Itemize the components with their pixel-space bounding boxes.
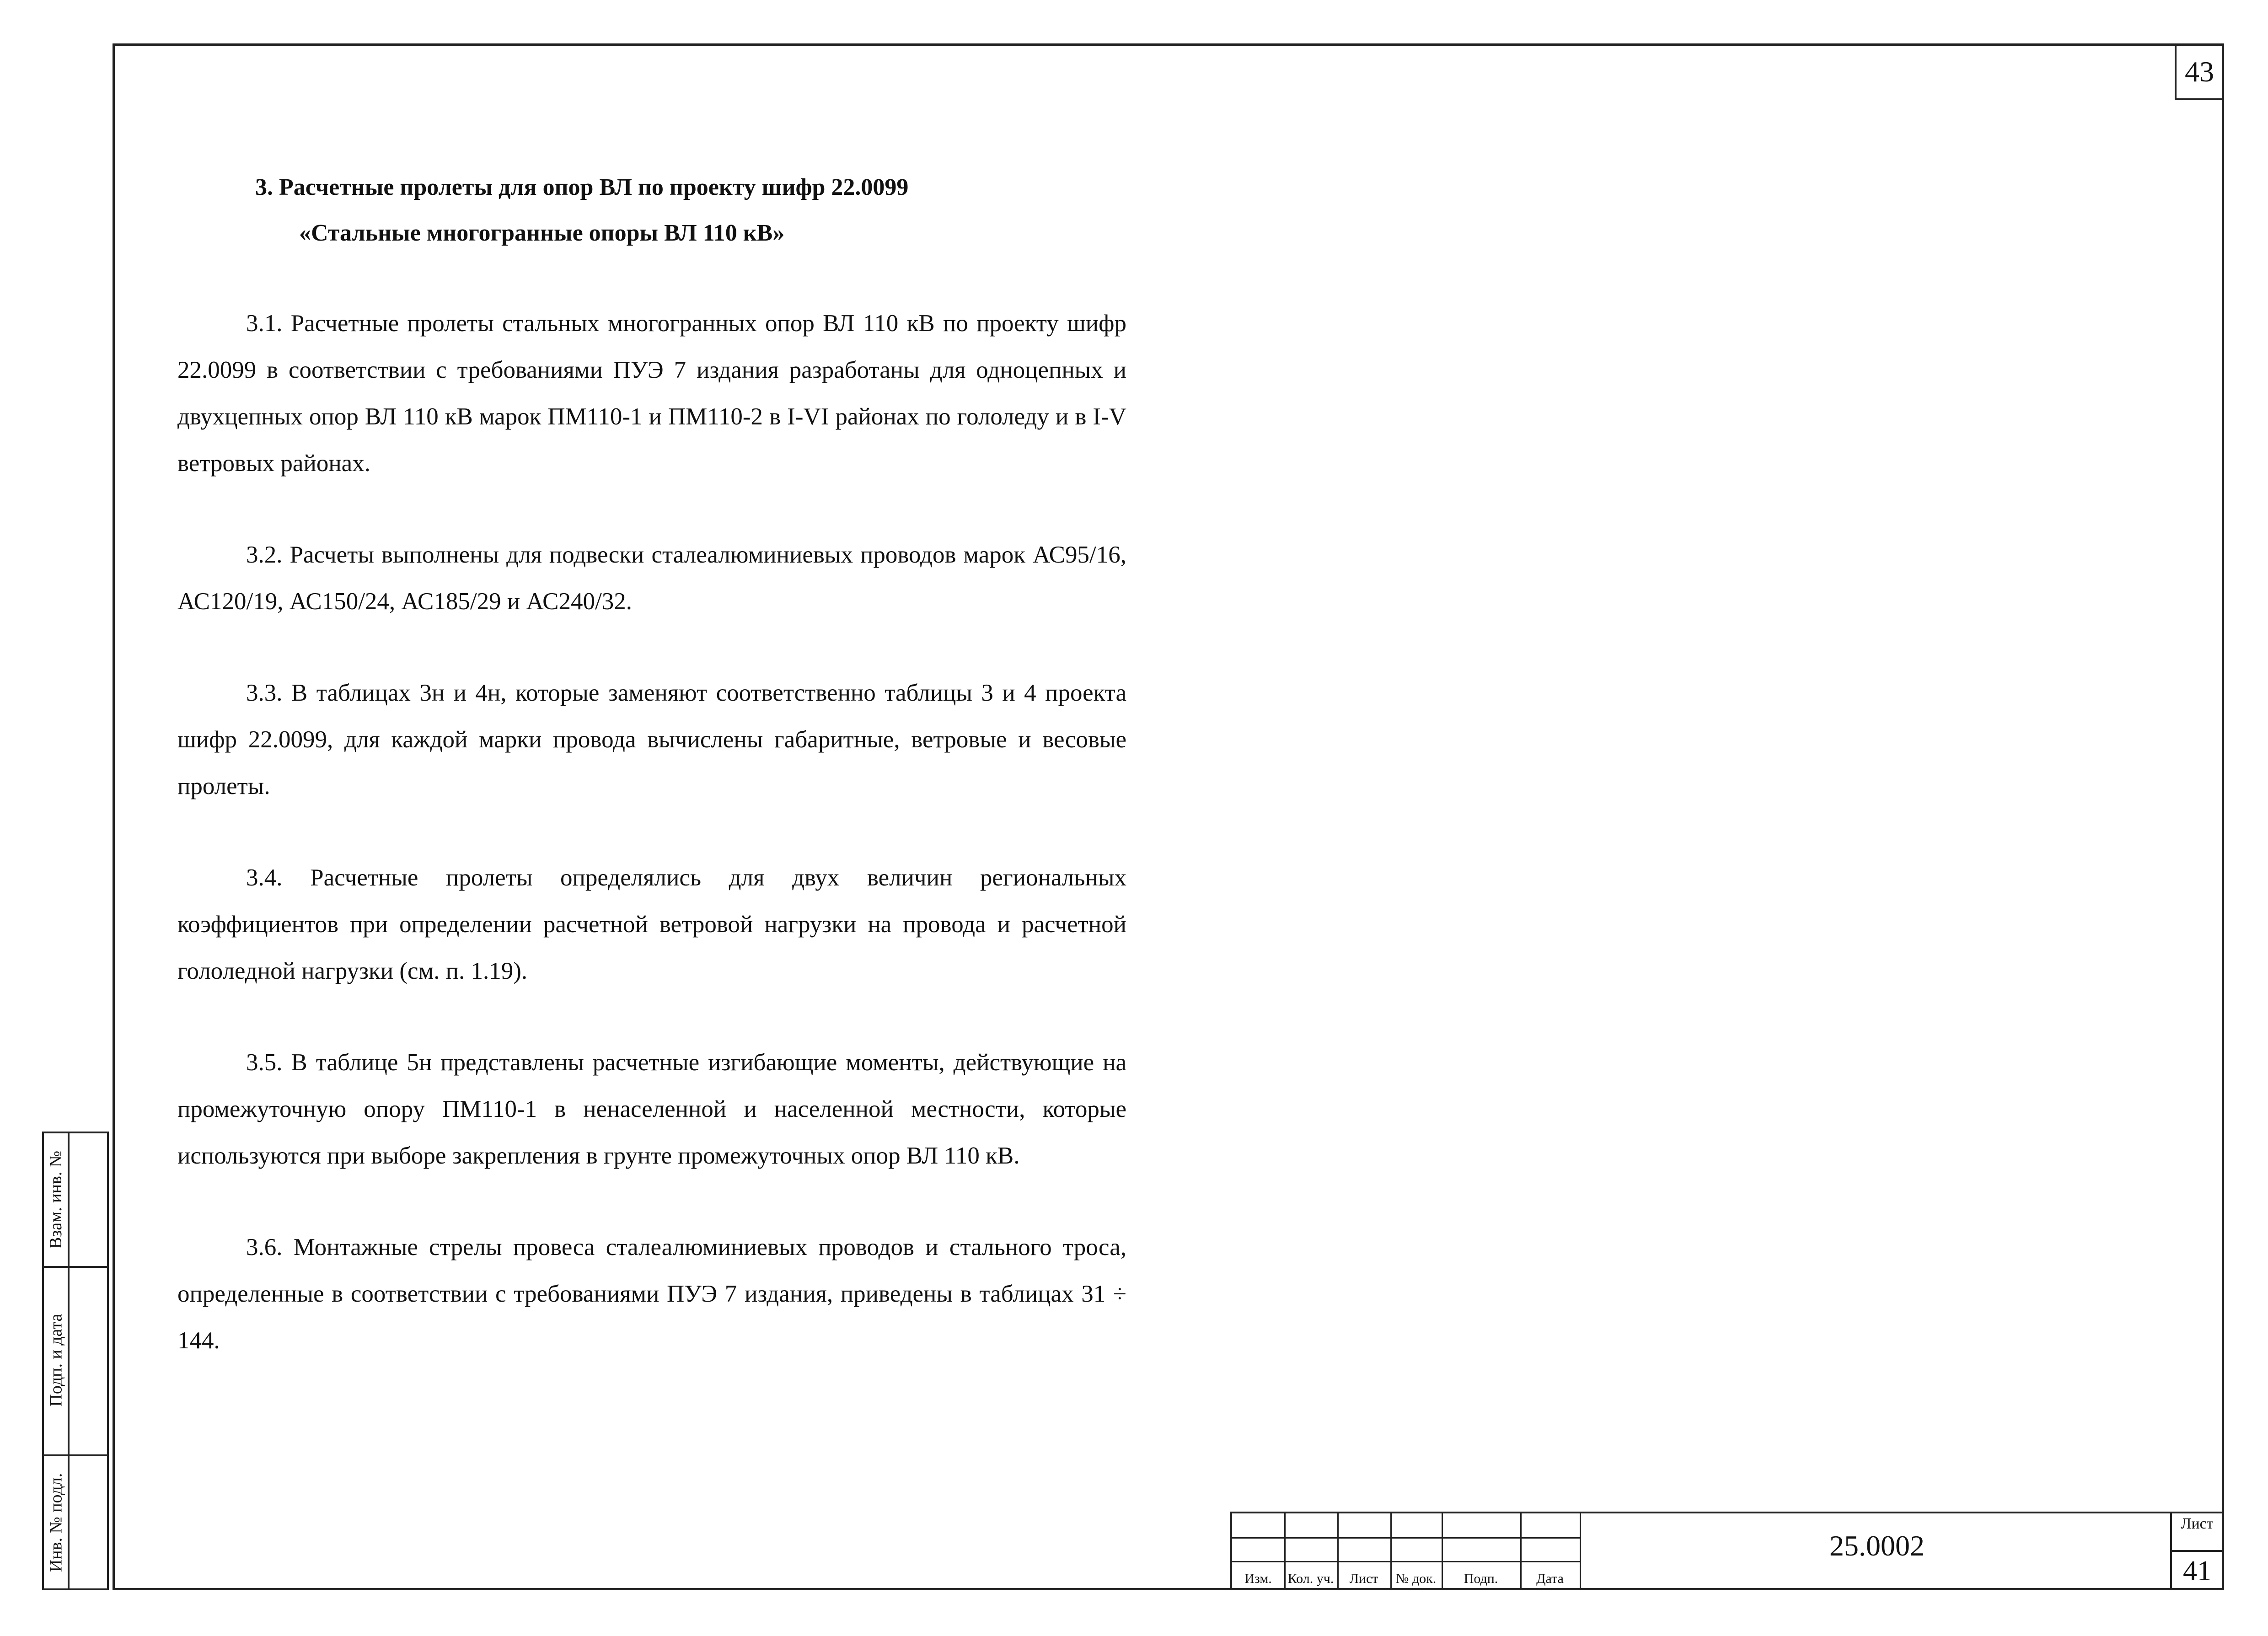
col-sheet: Лист [1349,1571,1378,1586]
paragraph-3-6: 3.6. Монтажные стрелы провеса сталеалюминиевых проводов и стального троса, определенные в соответствии с требованиями ПУЭ 7 издания, приведены в таблицах 31 ÷ 144. [177,1234,1126,1354]
side-label-signature-date: Подп. и дата [46,1314,66,1407]
paragraph-3-4: 3.4. Расчетные пролеты определялись для двух величин региональных коэффициентов при определении расчетной ветровой нагрузки на провода и расчетной гололедной нагрузки (см. п. 1.19). [177,864,1126,984]
document-code: 25.0002 [1829,1529,1925,1562]
side-label-original-inv: Инв. № подл. [46,1473,66,1572]
paragraph-3-5: 3.5. В таблице 5н представлены расчетные изгибающие моменты, действующие на промежуточную опору ПМ110-1 в ненаселенной и населенной местности, которые используются при выборе закрепления в грунте промежуточных опор ВЛ 110 кВ. [177,1049,1126,1169]
sheet-box [2170,1513,2222,1588]
col-date: Дата [1536,1571,1564,1586]
page-number: 43 [2175,43,2224,100]
sheet-number: 41 [2183,1555,2211,1587]
col-doc-no: № док. [1395,1571,1437,1586]
section-heading-line1: 3. Расчетные пролеты для опор ВЛ по проекту шифр 22.0099 [255,174,909,200]
title-block [1230,1512,2224,1590]
paragraph-3-1: 3.1. Расчетные пролеты стальных многогранных опор ВЛ 110 кВ по проекту шифр 22.0099 в соответствии с требованиями ПУЭ 7 издания разработаны для одноцепных и двухцепных опор ВЛ 110 кВ марок ПМ110-1 и ПМ110-2 в I-VI районах по гололеду и в I-V ветровых районах. [177,310,1126,477]
col-change: Изм. [1244,1571,1272,1586]
col-qty: Кол. уч. [1287,1571,1334,1586]
paragraph-3-2: 3.2. Расчеты выполнены для подвески сталеалюминиевых проводов марок АС95/16, АС120/19, АС150/24, АС185/29 и АС240/32. [177,542,1126,615]
sheet-label: Лист [2181,1515,2214,1532]
col-signature: Подп. [1464,1571,1498,1586]
paragraph-3-3: 3.3. В таблицах 3н и 4н, которые заменяют соответственно таблицы 3 и 4 проекта шифр 22.0099, для каждой марки провода вычислены габаритные, ветровые и весовые пролеты. [177,680,1126,799]
side-label-replacement-inv: Взам. инв. № [46,1150,66,1249]
section-heading-line2: «Стальные многогранные опоры ВЛ 110 кВ» [299,220,785,246]
binding-strip [42,1132,109,1590]
document-body [177,165,1126,1364]
